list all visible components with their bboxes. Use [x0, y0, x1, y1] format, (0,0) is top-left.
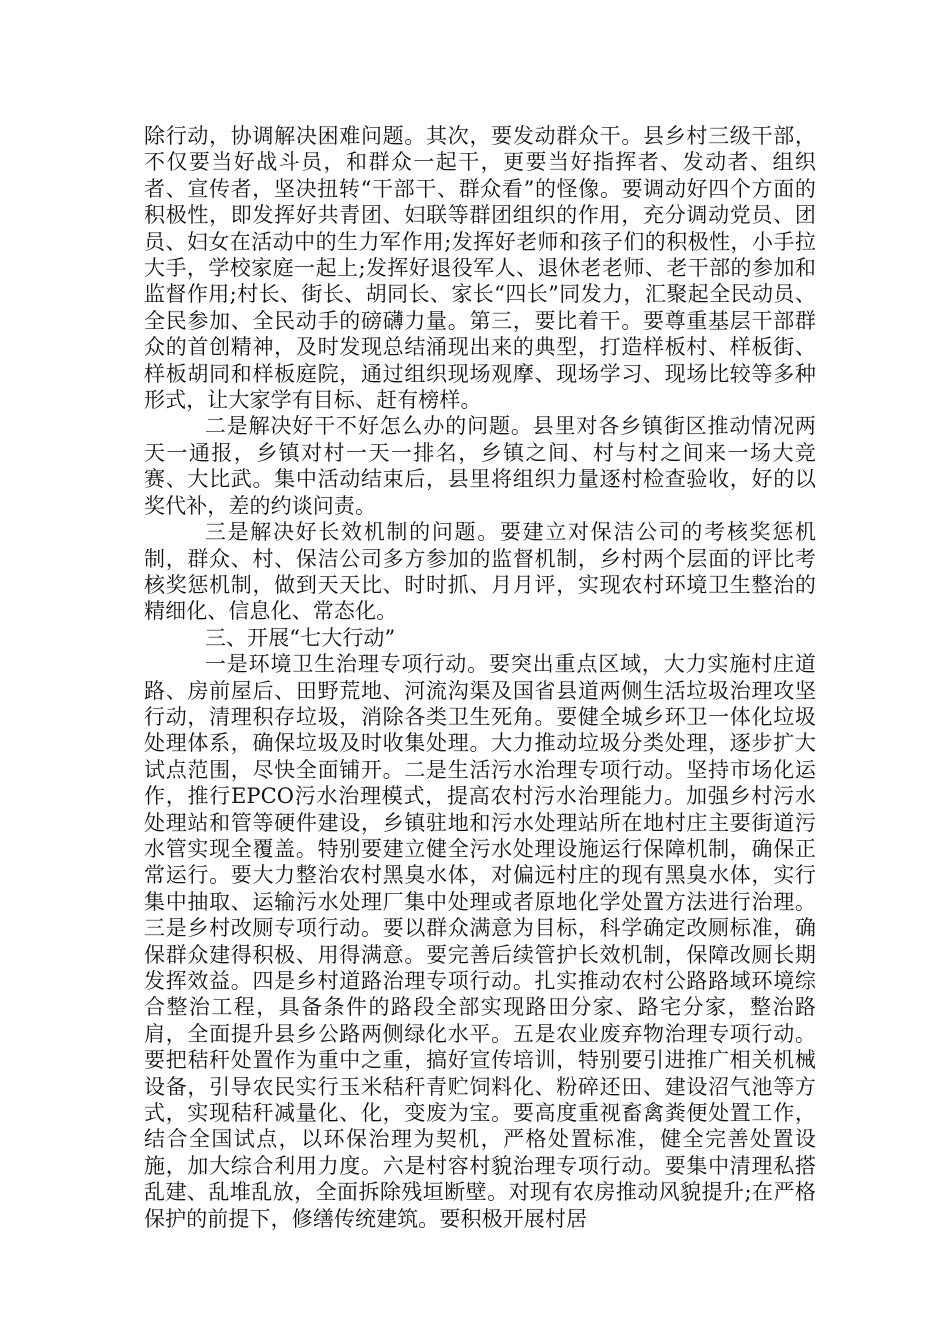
paragraph-seven-actions: 一是环境卫生治理专项行动。要突出重点区域，大力实施村庄道路、房前屋后、田野荒地、河流沟渠及国省县道两侧生活垃圾治理攻坚行动，清理积存垃圾，消除各类卫生死角。要健全城乡环卫一体化垃圾处理体系，确保垃圾及时收集处理。大力推动垃圾分类处理，逐步扩大试点范围，尽快全面铺开。二是生活污水治理专项行动。坚持市场化运作，推行EPCO污水治理模式，提高农村污水治理能力。加强乡村污水处理站和管等硬件建设，乡镇驻地和污水处理站所在地村庄主要街道污水管实现全覆盖。特别要建立健全污水处理设施运行保障机制，确保正常运行。要大力整治农村黑臭水体，对偏远村庄的现有黑臭水体，实行集中抽取、运输污水处理厂集中处理或者原地化学处置方法进行治理。三是乡村改厕专项行动。要以群众满意为目标，科学确定改厕标准，确保群众建得积极、用得满意。要完善后续管护长效机制，保障改厕长期发挥效益。四是乡村道路治理专项行动。扎实推动农村公路路域环境综合整治工程，具备条件的路段全部实现路田分家、路宅分家，整治路肩，全面提升县乡公路两侧绿化水平。五是农业废弃物治理专项行动。要把秸秆处置作为重中之重，搞好宣传培训，特别要引进推广相关机械设备，引导农民实行玉米秸秆青贮饲料化、粉碎还田、建设沼气池等方式，实现秸秆减量化、化，变废为宝。要高度重视畜禽粪便处置工作，结合全国试点，以环保治理为契机，严格处置标准，健全完善处置设施，加大综合利用力度。六是村容村貌治理专项行动。要集中清理私搭乱建、乱堆乱放，全面拆除残垣断壁。对现有农房推动风貌提升;在严格保护的前提下，修缮传统建筑。要积极开展村居 [144, 652, 816, 1231]
paragraph-continuation: 除行动，协调解决困难问题。其次，要发动群众干。县乡村三级干部，不仅要当好战斗员，和群众一起干，更要当好指挥者、发动者、组织者、宣传者，坚决扭转“干部干、群众看”的怪像。要调动好四个方面的积极性，即发挥好共青团、妇联等群团组织的作用，充分调动党员、团员、妇女在活动中的生力军作用;发挥好老师和孩子们的积极性，小手拉大手，学校家庭一起上;发挥好退役军人、退休老老师、老干部的参加和监督作用;村长、街长、胡同长、家长“四长”同发力，汇聚起全民动员、全民参加、全民动手的磅礴力量。第三，要比着干。要尊重基层干部群众的首创精神，及时发现总结涌现出来的典型，打造样板村、样板街、样板胡同和样板庭院，通过组织现场观摩、现场学习、现场比较等多种形式，让大家学有目标、赶有榜样。 [144, 124, 816, 413]
document-page [144, 123, 816, 1232]
section-heading-seven-actions: 三、开展“七大行动” [204, 625, 396, 650]
paragraph-long-term-mechanism: 三是解决好长效机制的问题。要建立对保洁公司的考核奖惩机制，群众、村、保洁公司多方参加的监督机制，乡村两个层面的评比考核奖惩机制，做到天天比、时时抓、月月评，实现农村环境卫生整治的精细化、信息化、常态化。 [144, 520, 816, 624]
paragraph-evaluation: 二是解决好干不好怎么办的问题。县里对各乡镇街区推动情况两天一通报，乡镇对村一天一排名，乡镇之间、村与村之间来一场大竞赛、大比武。集中活动结束后，县里将组织力量逐村检查验收，好的以奖代补，差的约谈问责。 [144, 414, 816, 518]
